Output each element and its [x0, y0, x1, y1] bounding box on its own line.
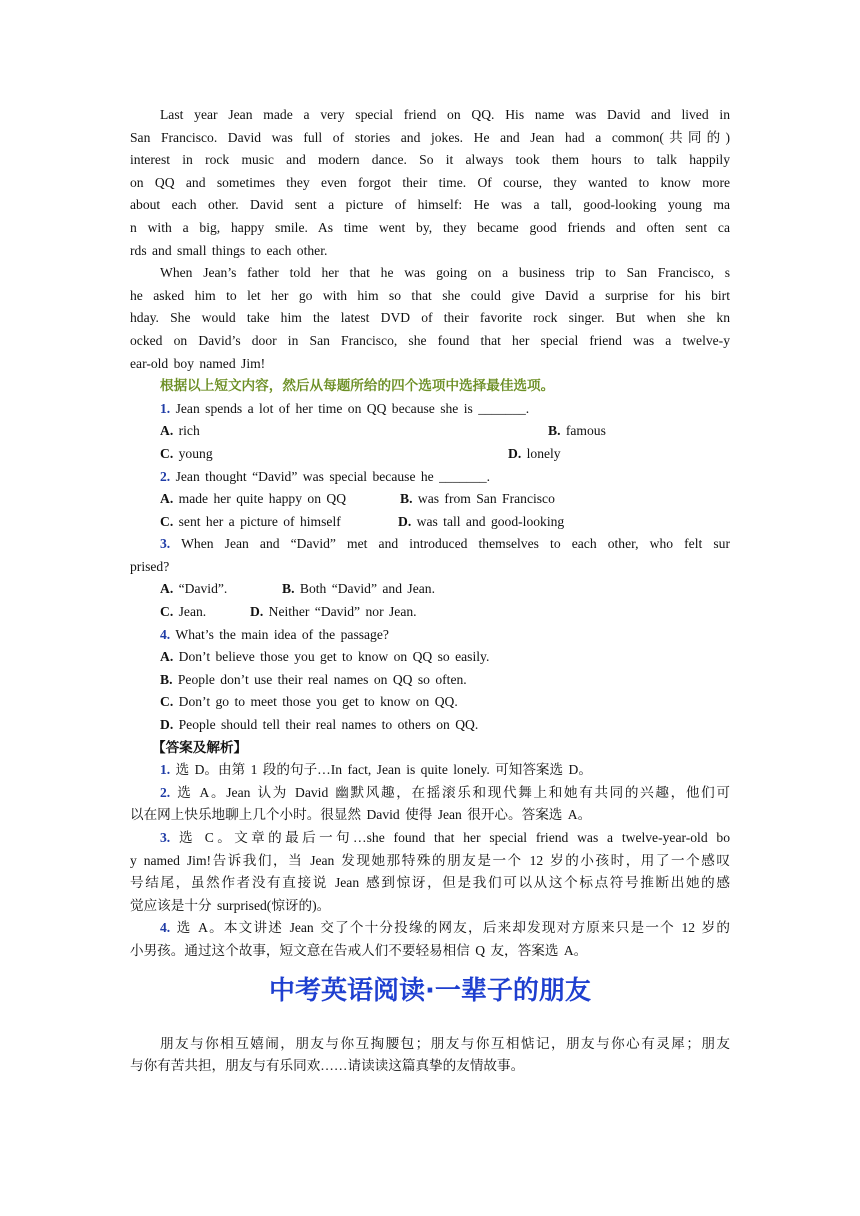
option-c: young [178, 445, 213, 461]
answer-line: y named Jim!告诉我们，当 Jean 发现她那特殊的朋友是一个 12 岁的小孩时，用了一个感叹 [130, 852, 730, 868]
question-number: 2. [160, 468, 171, 484]
option-b: Both “David” and Jean. [299, 581, 435, 597]
option-row [130, 443, 730, 466]
option-label: A. [160, 649, 174, 665]
passage-line: about each other. David sent a picture of himself: He was a tall, good-looking young ma [130, 197, 730, 213]
passage-line: he asked him to let her go with him so that she could give David a surprise for his birt [130, 287, 730, 303]
section-title: 中考英语阅读·一辈子的朋友 [269, 975, 591, 1006]
option-label: A. [160, 423, 174, 439]
option-row [130, 691, 730, 714]
question-text: When Jean and “David” met and introduced themselves to each other, who felt sur [181, 536, 730, 552]
answers-heading: 【答案及解析】 [152, 739, 248, 755]
question-number: 3. [160, 536, 171, 552]
option-a: made her quite happy on QQ [178, 491, 347, 507]
answer-1 [130, 759, 730, 782]
option-d: Neither “David” nor Jean. [268, 604, 417, 620]
option-label: C. [160, 694, 174, 710]
passage-paragraph-2 [130, 262, 730, 375]
option-row [130, 646, 730, 669]
option-d: lonely [526, 445, 561, 461]
question-text: What’s the main idea of the passage? [175, 626, 389, 642]
option-b: People don’t use their real names on QQ so often. [177, 671, 467, 687]
passage-line: Last year Jean made a very special friend on QQ. His name was David and lived in [160, 107, 730, 122]
option-d: People should tell their real names to others on QQ. [178, 717, 479, 733]
question-1 [130, 398, 730, 466]
answer-4 [130, 917, 730, 962]
option-c: Don’t go to meet those you get to know on QQ. [178, 694, 458, 710]
option-label: A. [160, 491, 174, 507]
option-label: B. [548, 423, 561, 439]
answer-text: 选 A。Jean 认为 David 幽默风趣，在摇滚乐和现代舞上和她有共同的兴趣，他们可 [177, 784, 730, 800]
option-b: famous [565, 423, 606, 439]
question-text-continued: prised? [130, 558, 170, 574]
intro-line: 与你有苦共担，朋友与有乐同欢……请读读这篇真挚的友情故事。 [130, 1058, 525, 1074]
question-stem [130, 624, 730, 647]
passage-line: rds and small things to each other. [130, 242, 328, 258]
answer-text: 选 D。由第 1 段的句子…In fact, Jean is quite lonely. 可知答案选 D。 [175, 762, 592, 778]
option-label: C. [160, 604, 174, 620]
passage-line: ocked on David’s door in San Francisco, she found that her special friend was a twelve-y [130, 332, 730, 348]
option-c: Jean. [178, 604, 207, 620]
option-label: B. [400, 491, 413, 507]
question-stem [130, 398, 730, 421]
option-row [130, 669, 730, 692]
option-label: A. [160, 581, 174, 597]
answer-number: 4. [160, 920, 171, 936]
question-2 [130, 466, 730, 534]
option-row [130, 420, 730, 443]
passage-line: n with a big, happy smile. As time went by, they became good friends and often sent ca [130, 219, 730, 235]
passage-line: hday. She would take him the latest DVD of their favorite rock singer. But when she kn [130, 310, 730, 326]
answer-line: 号结尾，虽然作者没有直接说 Jean 感到惊讶，但是我们可以从这个标点符号推断出她的感 [130, 875, 730, 891]
answer-line [130, 782, 730, 805]
option-label: D. [508, 445, 522, 461]
question-number: 4. [160, 626, 171, 642]
passage-line: ear-old boy named Jim! [130, 355, 266, 371]
answer-line [130, 827, 730, 850]
option-label: D. [398, 513, 412, 529]
question-text: Jean spends a lot of her time on QQ because she is _______. [175, 400, 530, 416]
answer-3 [130, 827, 730, 917]
option-d: was tall and good-looking [416, 513, 565, 529]
option-a: Don’t believe those you get to know on QQ so easily. [178, 649, 490, 665]
answer-line [130, 759, 730, 782]
question-4 [130, 624, 730, 737]
option-row [130, 714, 730, 737]
intro-line: 朋友与你相互嬉闹，朋友与你互掏腰包；朋友与你互相惦记，朋友与你心有灵犀；朋友 [160, 1035, 730, 1051]
option-a: “David”. [178, 581, 228, 597]
answer-text: 选 C。文章的最后一句…she found that her special friend was a twelve-year-old bo [179, 830, 731, 845]
document-page [130, 104, 730, 1078]
option-c: sent her a picture of himself [178, 513, 341, 529]
answer-number: 1. [160, 762, 171, 778]
question-stem [130, 533, 730, 556]
option-label: D. [250, 604, 264, 620]
option-b: was from San Francisco [417, 491, 555, 507]
question-number: 1. [160, 400, 171, 416]
answer-line: 觉应该是十分 surprised(惊讶的)。 [130, 897, 331, 913]
answer-text: 选 A。本文讲述 Jean 交了个十分投缘的网友，后来却发现对方原来只是一个 12 岁的 [176, 920, 730, 936]
answer-line: 小男孩。通过这个故事，短文意在告戒人们不要轻易相信 Q 友，答案选 A。 [130, 942, 588, 958]
intro-paragraph [130, 1033, 730, 1078]
question-3 [130, 533, 730, 623]
answer-number: 2. [160, 784, 171, 800]
passage-line: When Jean’s father told her that he was going on a business trip to San Francisco, s [160, 265, 730, 281]
option-row [130, 601, 730, 624]
question-stem [130, 466, 730, 489]
option-row [130, 578, 730, 601]
question-text: Jean thought “David” was special because he _______. [175, 468, 491, 484]
answer-2 [130, 782, 730, 827]
option-label: C. [160, 445, 174, 461]
answer-line [130, 917, 730, 940]
passage-line: on QQ and sometimes they even forgot their time. Of course, they wanted to know more [130, 174, 730, 190]
passage-paragraph-1 [130, 104, 730, 262]
option-label: D. [160, 717, 174, 733]
question-instruction: 根据以上短文内容，然后从每题所给的四个选项中选择最佳选项。 [160, 378, 555, 394]
option-a: rich [178, 423, 200, 439]
passage-line: San Francisco. David was full of stories and jokes. He and Jean had a common(共同的) [130, 129, 730, 145]
answer-number: 3. [160, 830, 171, 845]
option-row [130, 488, 730, 511]
passage-line: interest in rock music and modern dance. So it always took them hours to talk happily [130, 152, 730, 168]
option-label: B. [160, 671, 173, 687]
answer-line: 以在网上快乐地聊上几个小时。很显然 David 使得 Jean 很开心。答案选 A。 [130, 807, 592, 823]
option-label: B. [282, 581, 295, 597]
option-label: C. [160, 513, 174, 529]
option-row [130, 511, 730, 534]
